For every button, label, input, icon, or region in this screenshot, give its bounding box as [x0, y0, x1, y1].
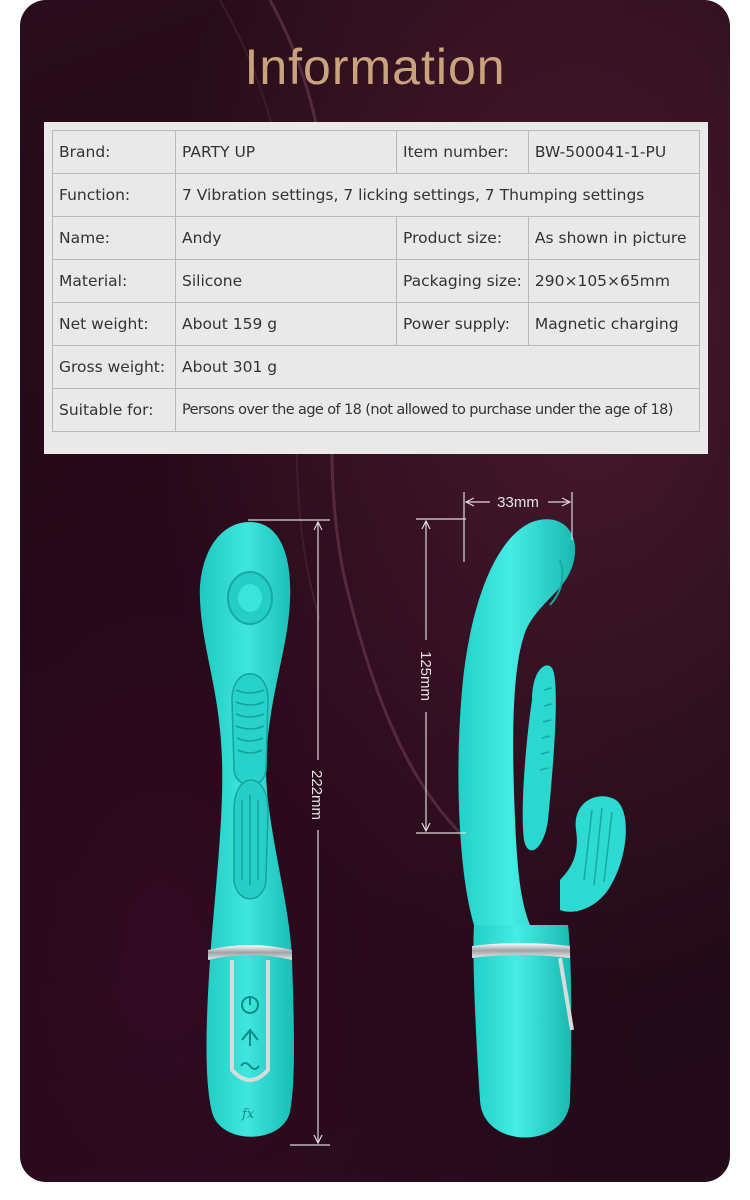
insert-label: 125mm — [417, 650, 434, 702]
net-weight-label: Net weight: — [53, 303, 176, 346]
power-supply-label: Power supply: — [397, 303, 529, 346]
length-label: 222mm — [308, 769, 325, 821]
material-label: Material: — [53, 260, 176, 303]
gross-weight-value: About 301 g — [176, 346, 700, 389]
suitable-for-label: Suitable for: — [53, 389, 176, 432]
product-size-value: As shown in picture — [528, 217, 699, 260]
item-number-value: BW-500041-1-PU — [528, 131, 699, 174]
material-value: Silicone — [176, 260, 397, 303]
side-main-shaft — [458, 519, 575, 925]
function-value: 7 Vibration settings, 7 licking settings, 7 Thumping settings — [176, 174, 700, 217]
suitable-for-value: Persons over the age of 18 (not allowed to purchase under the age of 18) — [176, 389, 700, 432]
front-clit-arm — [234, 780, 268, 899]
name-value: Andy — [176, 217, 397, 260]
brand-label: Brand: — [53, 131, 176, 174]
brand-value: PARTY UP — [176, 131, 397, 174]
product-size-label: Product size: — [397, 217, 529, 260]
side-licking-arm — [523, 665, 556, 850]
side-view — [458, 519, 625, 1137]
width-label: 33mm — [497, 494, 539, 511]
net-weight-value: About 159 g — [176, 303, 397, 346]
power-supply-value: Magnetic charging — [528, 303, 699, 346]
packaging-size-label: Packaging size: — [397, 260, 529, 303]
packaging-size-value: 290×105×65mm — [528, 260, 699, 303]
front-view — [200, 522, 294, 1137]
side-clit-arm — [560, 796, 626, 912]
name-label: Name: — [53, 217, 176, 260]
product-info-panel — [20, 0, 730, 1182]
gross-weight-label: Gross weight: — [53, 346, 176, 389]
page-title: Information — [244, 39, 506, 95]
function-label: Function: — [53, 174, 176, 217]
product-illustration — [20, 0, 730, 1182]
fx-icon: fx — [242, 1107, 255, 1122]
side-handle — [473, 925, 571, 1138]
item-number-label: Item number: — [397, 131, 529, 174]
